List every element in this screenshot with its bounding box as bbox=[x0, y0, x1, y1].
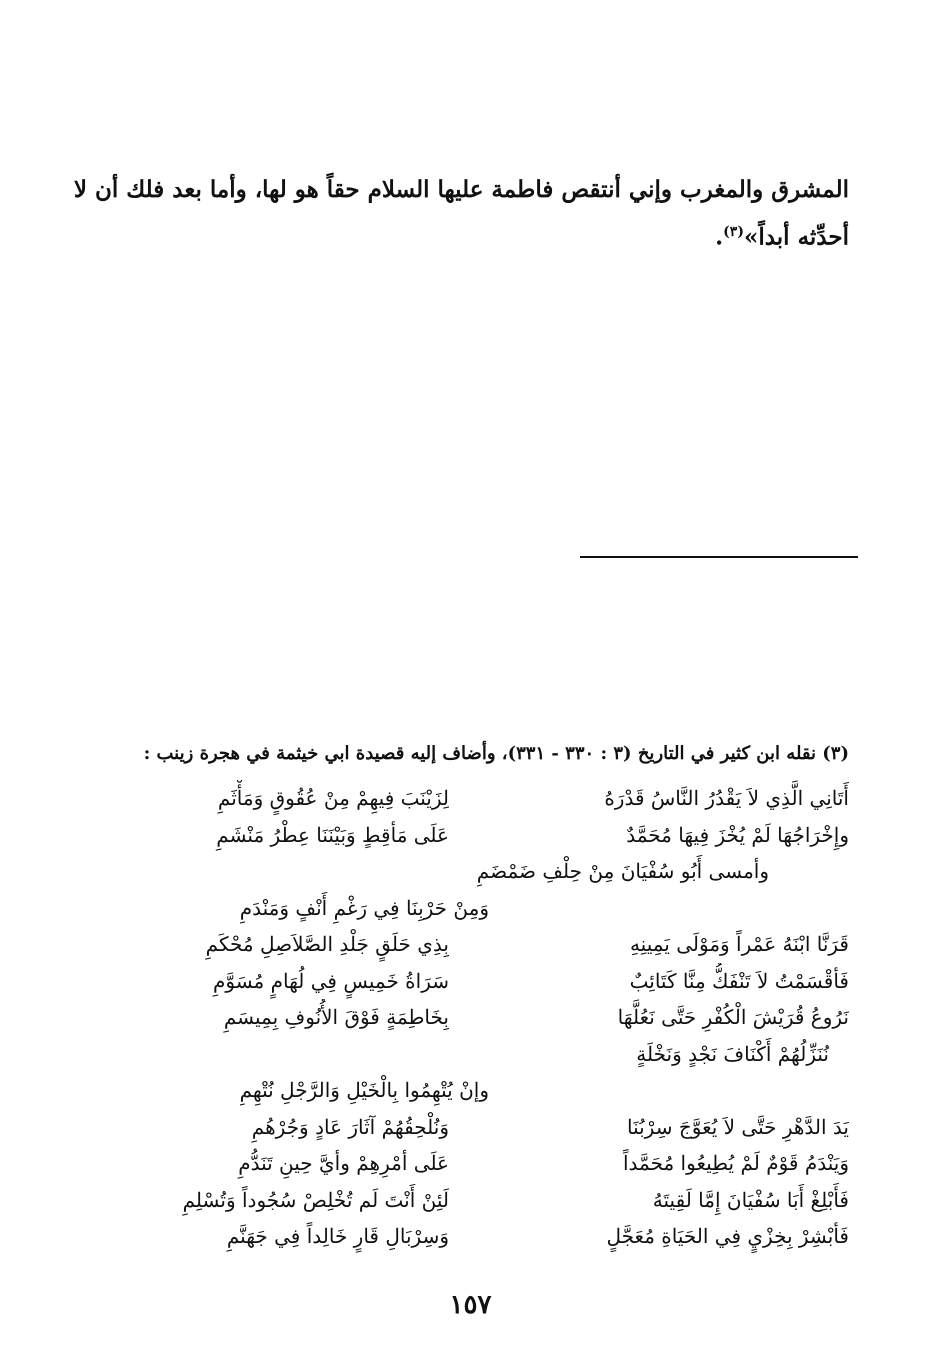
verse-5-second-hemistich: بِذِي حَلَقٍ جَلْدِ الصَّلاَصِلِ مُحْكَمِ bbox=[205, 932, 449, 956]
verse-6 bbox=[109, 963, 849, 1000]
verse-11-first-hemistich: وَيَنْدَمُ قَوْمٌ لَمْ يُطِيعُوا مُحَمَّداً bbox=[622, 1151, 849, 1175]
verse-4 bbox=[109, 890, 849, 927]
verse-5 bbox=[109, 926, 849, 963]
footnote-separator-rule bbox=[580, 556, 858, 558]
verse-10-second-hemistich: وَنُلْحِقُهُمْ آثَارَ عَادٍ وَجُرْهُمِ bbox=[251, 1114, 449, 1139]
main-text-line-1: المشرق والمغرب وإني أنتقص فاطمة عليها السلام حقاً هو لها، وأما بعد فلك أن لا bbox=[73, 176, 849, 203]
main-paragraph bbox=[73, 168, 849, 259]
main-text-line-2-end: . bbox=[715, 223, 724, 251]
verse-7 bbox=[109, 999, 849, 1036]
verse-1-second-hemistich: لِزَيْنَبَ فِيهِمْ مِنْ عُقُوقٍ وَمَأْثَمِ bbox=[217, 786, 449, 810]
verse-11 bbox=[109, 1145, 849, 1182]
verse-10-first-hemistich: يَدَ الدَّهْرِ حَتَّى لاَ يُعَوَّجَ سِرْبُنَا bbox=[626, 1114, 849, 1139]
footnote-intro: (٣) نقله ابن كثير في التاريخ (٣ : ٣٣٠ - ٣٣١)، وأضاف إليه قصيدة ابي خيثمة في هجرة زينب : bbox=[143, 743, 849, 764]
verse-3 bbox=[109, 853, 849, 890]
verse-8 bbox=[109, 1036, 849, 1073]
main-text-line-2-text: أحدِّثه أبداً» bbox=[743, 223, 849, 251]
verse-12 bbox=[109, 1182, 849, 1219]
verse-6-second-hemistich: سَرَاةُ خَمِيسٍ فِي لُهَامٍ مُسَوَّمِ bbox=[212, 968, 449, 993]
verse-1-first-hemistich: أَتَانِي الَّذِي لاَ يَقْدُرُ النَّاسُ قَدْرَهُ bbox=[604, 786, 849, 810]
poem-verses bbox=[109, 780, 849, 1255]
verse-5-first-hemistich: قَرَنَّا ابْنَهُ عَمْراً وَمَوْلَى يَمِينِهِ bbox=[629, 932, 849, 956]
main-text-line-2 bbox=[109, 211, 849, 259]
verse-2-first-hemistich: وإِخْرَاجُهَا لَمْ يُخْزَ فِيهَا مُحَمَّدٌ bbox=[626, 822, 849, 847]
verse-11-second-hemistich: عَلَى أمْرِهِمْ وأيَّ حِينِ تَنَدُّمِ bbox=[238, 1151, 449, 1175]
verse-3-line: وأمسى أَبُو سُفْيَانَ مِنْ حِلْفِ ضَمْضَمِ bbox=[476, 859, 769, 883]
verse-4-line: وَمِنْ حَرْبِنَا فِي رَغْمِ أَنْفٍ وَمَنْدَمِ bbox=[239, 895, 489, 920]
verse-1 bbox=[109, 780, 849, 817]
footnote bbox=[109, 742, 849, 1255]
verse-7-first-hemistich: نَرُوعُ قُرَيْشَ الْكُفْرِ حَتَّى نَعُلَّهَا bbox=[617, 1005, 849, 1029]
verse-13-first-hemistich: فَأبْشِرْ بِخِزْيٍ فِي الحَيَاةِ مُعَجَّلٍ bbox=[606, 1224, 849, 1248]
verse-9 bbox=[109, 1072, 849, 1109]
verse-8-line: نُنَزِّلُهُمْ أَكْنَافَ نَجْدٍ وَنَخْلَةٍ bbox=[636, 1041, 829, 1066]
footnote-reference: (٣) bbox=[723, 224, 744, 240]
page-number: ١٥٧ bbox=[449, 1290, 492, 1320]
verse-13 bbox=[109, 1218, 849, 1255]
verse-7-second-hemistich: بِخَاطِمَةٍ فَوْقَ الأُنُوفِ بِمِيسَمِ bbox=[223, 1005, 449, 1029]
verse-9-line: وإنْ يُتْهِمُوا بِالْخَيْلِ وَالرَّجْلِ نُتْهِمِ bbox=[239, 1078, 489, 1102]
verse-6-first-hemistich: فَأقْسَمْتُ لاَ تَنْفَكُّ مِنَّا كَتَائِبٌ bbox=[629, 968, 849, 993]
verse-12-first-hemistich: فَأَبْلِغْ أَبَا سُفْيَانَ إِمَّا لَقِيتَهُ bbox=[652, 1187, 849, 1212]
verse-10 bbox=[109, 1109, 849, 1146]
verse-12-second-hemistich: لَئِنْ أَنْتَ لَم تُخْلِصْ سُجُوداً وَتُسْلِمِ bbox=[182, 1187, 449, 1212]
verse-2 bbox=[109, 817, 849, 854]
verse-2-second-hemistich: عَلَى مَأقِطٍ وَبَيْنَنَا عِطْرُ مَنْشَمِ bbox=[216, 822, 449, 847]
verse-13-second-hemistich: وَسِرْبَالِ قَارٍ خَالِداً فِي جَهَنَّمِ bbox=[226, 1224, 449, 1248]
